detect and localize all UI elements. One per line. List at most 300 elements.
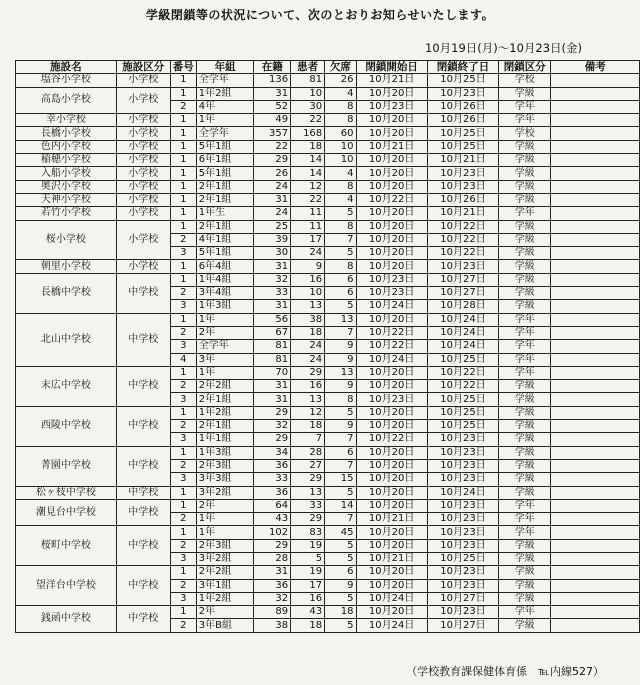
closure-type: 学校 [499,127,551,140]
patients: 27 [291,459,325,472]
patients: 29 [291,366,325,379]
enrolled: 25 [254,220,291,233]
facility-name: 潮見台中学校 [16,499,117,526]
facility-name: 銭函中学校 [16,606,117,633]
absent: 45 [325,526,356,539]
table-row [16,220,640,233]
class-number: 2 [170,619,196,632]
class-number: 1 [170,313,196,326]
facility-type: 小学校 [116,114,170,127]
class-name: 2年2組 [196,380,254,393]
enrolled: 43 [254,513,291,526]
table-row [16,446,640,459]
class-name: 5年1組 [196,167,254,180]
class-name: 3年2組 [196,552,254,565]
header-start-date: 閉鎖開始日 [356,61,427,74]
table-row [16,566,640,579]
start-date: 10月20日 [356,446,427,459]
class-number: 1 [170,499,196,512]
closure-type: 学級 [499,233,551,246]
class-name: 2年1組 [196,420,254,433]
absent: 9 [325,353,356,366]
end-date: 10月23日 [427,513,498,526]
remarks-cell [551,74,640,87]
remarks-cell [551,313,640,326]
absent: 6 [325,273,356,286]
remarks-cell [551,300,640,313]
header-number: 番号 [170,61,196,74]
remarks-cell [551,539,640,552]
facility-type: 小学校 [116,74,170,87]
header-closure: 閉鎖区分 [499,61,551,74]
class-number: 3 [170,393,196,406]
closure-type: 学年 [499,366,551,379]
facility-name: 桜町中学校 [16,526,117,566]
end-date: 10月27日 [427,287,498,300]
absent: 6 [325,446,356,459]
table-row [16,499,640,512]
facility-name: 朝里小学校 [16,260,117,273]
closure-type: 学級 [499,247,551,260]
end-date: 10月25日 [427,74,498,87]
start-date: 10月20日 [356,459,427,472]
class-name: 1年4組 [196,273,254,286]
enrolled: 89 [254,606,291,619]
absent: 7 [325,459,356,472]
absent: 14 [325,499,356,512]
class-name: 2年3組 [196,459,254,472]
class-name: 3年2組 [196,486,254,499]
header-enrolled: 在籍 [254,61,291,74]
remarks-cell [551,140,640,153]
closure-type: 学級 [499,406,551,419]
class-number: 1 [170,220,196,233]
class-name: 3年1組 [196,579,254,592]
class-number: 2 [170,233,196,246]
class-number: 1 [170,486,196,499]
absent: 9 [325,420,356,433]
absent: 5 [325,552,356,565]
remarks-cell [551,287,640,300]
facility-name: 菁園中学校 [16,446,117,486]
class-name: 2年 [196,499,254,512]
class-number: 1 [170,207,196,220]
start-date: 10月20日 [356,207,427,220]
remarks-cell [551,459,640,472]
absent: 5 [325,592,356,605]
remarks-cell [551,420,640,433]
class-number: 1 [170,526,196,539]
start-date: 10月20日 [356,313,427,326]
closure-type: 学級 [499,300,551,313]
enrolled: 33 [254,287,291,300]
patients: 29 [291,473,325,486]
class-number: 1 [170,193,196,206]
class-number: 1 [170,154,196,167]
facility-type: 小学校 [116,127,170,140]
enrolled: 30 [254,247,291,260]
patients: 81 [291,74,325,87]
remarks-cell [551,167,640,180]
enrolled: 81 [254,353,291,366]
absent: 10 [325,140,356,153]
class-number: 2 [170,380,196,393]
start-date: 10月20日 [356,606,427,619]
enrolled: 64 [254,499,291,512]
remarks-cell [551,619,640,632]
closure-type: 学級 [499,220,551,233]
end-date: 10月24日 [427,326,498,339]
start-date: 10月20日 [356,127,427,140]
facility-name: 長橋小学校 [16,127,117,140]
enrolled: 31 [254,87,291,100]
remarks-cell [551,393,640,406]
remarks-cell [551,446,640,459]
closure-type: 学級 [499,619,551,632]
start-date: 10月24日 [356,592,427,605]
facility-type: 中学校 [116,273,170,313]
class-number: 2 [170,287,196,300]
end-date: 10月23日 [427,167,498,180]
table-row [16,406,640,419]
patients: 29 [291,513,325,526]
absent: 5 [325,486,356,499]
table-row [16,193,640,206]
patients: 14 [291,167,325,180]
end-date: 10月25日 [427,127,498,140]
closure-type: 学級 [499,420,551,433]
patients: 18 [291,420,325,433]
remarks-cell [551,486,640,499]
patients: 33 [291,499,325,512]
start-date: 10月21日 [356,513,427,526]
class-name: 1年 [196,114,254,127]
enrolled: 22 [254,140,291,153]
closure-type: 学級 [499,592,551,605]
end-date: 10月27日 [427,619,498,632]
facility-type: 中学校 [116,606,170,633]
end-date: 10月27日 [427,273,498,286]
absent: 26 [325,74,356,87]
end-date: 10月25日 [427,353,498,366]
remarks-cell [551,552,640,565]
enrolled: 31 [254,566,291,579]
end-date: 10月22日 [427,380,498,393]
patients: 12 [291,180,325,193]
patients: 22 [291,193,325,206]
header-end-date: 閉鎖終了日 [427,61,498,74]
start-date: 10月20日 [356,486,427,499]
start-date: 10月23日 [356,100,427,113]
facility-type: 中学校 [116,406,170,446]
closure-type: 学校 [499,74,551,87]
absent: 4 [325,167,356,180]
enrolled: 39 [254,233,291,246]
facility-name: 天神小学校 [16,193,117,206]
facility-name: 望洋台中学校 [16,566,117,606]
end-date: 10月23日 [427,180,498,193]
class-name: 全学年 [196,74,254,87]
end-date: 10月23日 [427,526,498,539]
facility-type: 中学校 [116,566,170,606]
patients: 17 [291,579,325,592]
end-date: 10月26日 [427,114,498,127]
remarks-cell [551,606,640,619]
end-date: 10月23日 [427,606,498,619]
end-date: 10月26日 [427,193,498,206]
table-row [16,180,640,193]
closure-type: 学年 [499,114,551,127]
end-date: 10月24日 [427,340,498,353]
header-row [16,61,640,74]
class-number: 1 [170,273,196,286]
table-row [16,606,640,619]
class-name: 6年1組 [196,154,254,167]
end-date: 10月23日 [427,566,498,579]
absent: 7 [325,326,356,339]
class-name: 5年1組 [196,140,254,153]
class-name: 2年 [196,606,254,619]
remarks-cell [551,566,640,579]
class-name: 3年 [196,353,254,366]
class-number: 1 [170,87,196,100]
absent: 5 [325,300,356,313]
closure-type: 学級 [499,393,551,406]
end-date: 10月22日 [427,233,498,246]
class-number: 4 [170,353,196,366]
enrolled: 29 [254,433,291,446]
patients: 12 [291,406,325,419]
header-class: 年組 [196,61,254,74]
remarks-cell [551,340,640,353]
end-date: 10月21日 [427,154,498,167]
class-number: 1 [170,140,196,153]
absent: 18 [325,606,356,619]
class-number: 3 [170,473,196,486]
absent: 7 [325,513,356,526]
class-number: 1 [170,366,196,379]
patients: 22 [291,114,325,127]
remarks-cell [551,114,640,127]
absent: 13 [325,366,356,379]
absent: 6 [325,287,356,300]
facility-name: 塩谷小学校 [16,74,117,87]
start-date: 10月20日 [356,260,427,273]
start-date: 10月23日 [356,393,427,406]
closure-type: 学級 [499,552,551,565]
remarks-cell [551,193,640,206]
class-number: 2 [170,420,196,433]
closure-type: 学級 [499,154,551,167]
remarks-cell [551,247,640,260]
class-name: 2年1組 [196,193,254,206]
class-number: 1 [170,446,196,459]
class-name: 1年 [196,313,254,326]
patients: 24 [291,353,325,366]
facility-type: 小学校 [116,87,170,114]
remarks-cell [551,366,640,379]
closure-type: 学級 [499,566,551,579]
class-name: 1年生 [196,207,254,220]
remarks-cell [551,473,640,486]
class-name: 1年3組 [196,300,254,313]
closure-type: 学年 [499,353,551,366]
absent: 8 [325,100,356,113]
closure-type: 学級 [499,260,551,273]
end-date: 10月22日 [427,220,498,233]
enrolled: 29 [254,154,291,167]
remarks-cell [551,154,640,167]
patients: 24 [291,247,325,260]
end-date: 10月25日 [427,420,498,433]
enrolled: 29 [254,539,291,552]
class-number: 3 [170,592,196,605]
header-facility: 施設名 [16,61,117,74]
facility-name: 幸小学校 [16,114,117,127]
remarks-cell [551,513,640,526]
closure-type: 学級 [499,539,551,552]
enrolled: 36 [254,459,291,472]
start-date: 10月20日 [356,114,427,127]
header-type: 施設区分 [116,61,170,74]
enrolled: 28 [254,552,291,565]
enrolled: 34 [254,446,291,459]
remarks-cell [551,180,640,193]
patients: 7 [291,433,325,446]
date-range: 10月19日(月)～10月23日(金) [425,41,582,55]
absent: 8 [325,114,356,127]
end-date: 10月24日 [427,313,498,326]
patients: 18 [291,619,325,632]
absent: 13 [325,313,356,326]
patients: 17 [291,233,325,246]
closure-type: 学級 [499,446,551,459]
remarks-cell [551,233,640,246]
class-number: 1 [170,74,196,87]
patients: 16 [291,273,325,286]
class-number: 1 [170,167,196,180]
absent: 5 [325,207,356,220]
start-date: 10月20日 [356,220,427,233]
table-row [16,313,640,326]
enrolled: 32 [254,420,291,433]
class-name: 2年2組 [196,566,254,579]
patients: 5 [291,552,325,565]
enrolled: 36 [254,486,291,499]
enrolled: 49 [254,114,291,127]
table-row [16,167,640,180]
enrolled: 31 [254,260,291,273]
class-number: 2 [170,513,196,526]
facility-name: 西陵中学校 [16,406,117,446]
end-date: 10月23日 [427,433,498,446]
class-name: 1年3組 [196,446,254,459]
class-name: 3年4組 [196,287,254,300]
class-number: 3 [170,433,196,446]
closure-type: 学年 [499,513,551,526]
closure-type: 学年 [499,313,551,326]
patients: 38 [291,313,325,326]
class-number: 1 [170,180,196,193]
class-name: 1年2組 [196,592,254,605]
remarks-cell [551,592,640,605]
absent: 15 [325,473,356,486]
class-number: 2 [170,579,196,592]
remarks-cell [551,380,640,393]
start-date: 10月20日 [356,180,427,193]
end-date: 10月27日 [427,592,498,605]
class-number: 2 [170,326,196,339]
enrolled: 24 [254,180,291,193]
closure-type: 学年 [499,340,551,353]
closure-type: 学級 [499,380,551,393]
facility-type: 小学校 [116,220,170,260]
class-name: 1年2組 [196,406,254,419]
absent: 8 [325,220,356,233]
remarks-cell [551,326,640,339]
start-date: 10月24日 [356,353,427,366]
patients: 13 [291,393,325,406]
enrolled: 29 [254,406,291,419]
start-date: 10月20日 [356,167,427,180]
class-name: 2年3組 [196,539,254,552]
start-date: 10月24日 [356,619,427,632]
facility-name: 色内小学校 [16,140,117,153]
patients: 11 [291,207,325,220]
patients: 11 [291,220,325,233]
table-row [16,526,640,539]
table-row [16,486,640,499]
class-number: 1 [170,406,196,419]
start-date: 10月20日 [356,420,427,433]
absent: 8 [325,180,356,193]
start-date: 10月20日 [356,406,427,419]
class-name: 3年3組 [196,473,254,486]
class-number: 3 [170,247,196,260]
patients: 16 [291,380,325,393]
facility-type: 中学校 [116,499,170,526]
end-date: 10月22日 [427,247,498,260]
patients: 13 [291,300,325,313]
remarks-cell [551,273,640,286]
enrolled: 36 [254,579,291,592]
closure-type: 学級 [499,433,551,446]
end-date: 10月26日 [427,100,498,113]
header-patients: 患者 [291,61,325,74]
enrolled: 31 [254,193,291,206]
absent: 4 [325,87,356,100]
closure-type: 学級 [499,459,551,472]
class-number: 2 [170,539,196,552]
header-absent: 欠席 [325,61,356,74]
absent: 6 [325,566,356,579]
patients: 9 [291,260,325,273]
class-number: 3 [170,300,196,313]
class-number: 2 [170,100,196,113]
start-date: 10月20日 [356,526,427,539]
facility-type: 中学校 [116,526,170,566]
facility-type: 中学校 [116,486,170,499]
start-date: 10月23日 [356,273,427,286]
remarks-cell [551,207,640,220]
enrolled: 31 [254,380,291,393]
start-date: 10月20日 [356,233,427,246]
end-date: 10月23日 [427,459,498,472]
start-date: 10月21日 [356,552,427,565]
remarks-cell [551,406,640,419]
end-date: 10月23日 [427,473,498,486]
facility-type: 小学校 [116,193,170,206]
